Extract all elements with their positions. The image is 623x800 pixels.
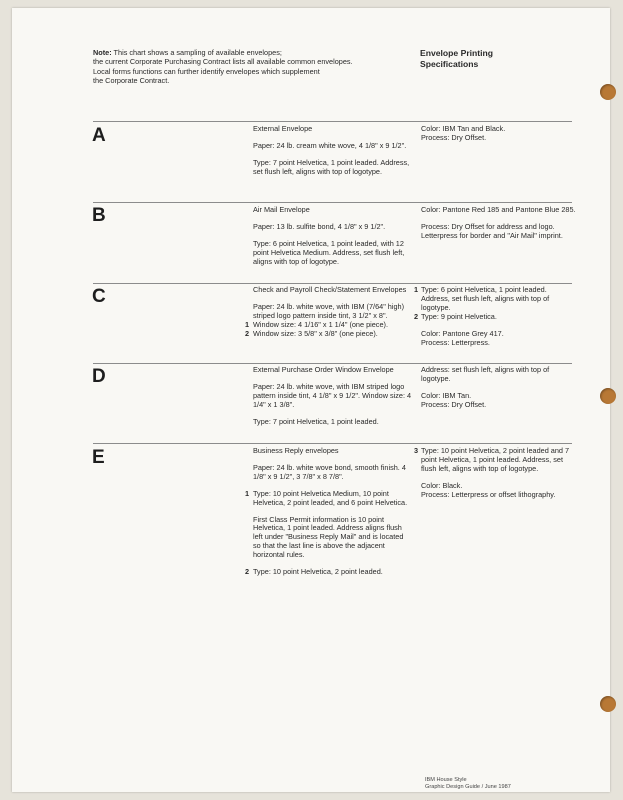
note-text: This chart shows a sampling of available envelopes; [111, 48, 282, 57]
type-spec: 1 Type: 6 point Helvetica, 1 point leaded. Address, set flush left, aligns with top of logotype. [414, 285, 550, 312]
footnote-number: 2 [245, 567, 250, 577]
type-spec: 2 Type: 9 point Helvetica. [414, 311, 497, 321]
note-label: Note: [93, 48, 112, 57]
paper-spec: Paper: 24 lb. white wove bond, smooth finish. 4 1/8" x 9 1/2", 3 7/8" x 8 7/8". [253, 462, 406, 481]
section-letter-c: C [92, 286, 106, 307]
section-e-specs [245, 446, 413, 577]
section-b-specs [253, 206, 413, 275]
color-spec: Color: Pantone Red 185 and Pantone Blue 285. [421, 205, 576, 214]
section-divider [93, 121, 572, 122]
envelope-name: External Envelope [253, 124, 313, 133]
envelope-name: Check and Payroll Check/Statement Envelopes [253, 285, 407, 294]
section-divider [93, 443, 572, 444]
paper-spec: Paper: 13 lb. sulfite bond, 4 1/8" x 9 1/2". [253, 221, 386, 231]
process-spec: Process: Dry Offset. [421, 132, 487, 142]
section-a-print [421, 125, 576, 151]
window-spec: 2 Window size: 3 5/8" x 3/8" (one piece). [245, 328, 378, 338]
footnote-number: 1 [245, 319, 250, 329]
section-a-specs [253, 125, 413, 185]
color-spec: Color: IBM Tan. [421, 390, 472, 400]
permit-spec: First Class Permit information is 10 point Helvetica, 1 point leaded. Address aligns flush left under "Business Reply Mail" and is located so that the last line is above the adjacent horizontal rules. [253, 514, 404, 560]
section-letter-a: A [92, 125, 106, 146]
process-spec: Process: Letterpress. [421, 337, 490, 347]
binder-hole [600, 388, 616, 404]
window-spec: 1 Window size: 4 1/16" x 1 1/4" (one piece). [245, 319, 388, 329]
envelope-name: Business Reply envelopes [253, 446, 339, 455]
section-b-print [421, 206, 576, 249]
type-spec: Type: 7 point Helvetica, 1 point leaded. Address, set flush left, aligns with top of logotype. [253, 157, 410, 176]
footnote-number: 1 [245, 488, 250, 498]
section-e-print [414, 446, 576, 508]
envelope-name: Air Mail Envelope [253, 205, 310, 214]
section-c-specs [245, 285, 413, 339]
section-letter-d: D [92, 366, 106, 387]
note-text: Local forms functions can further identify envelopes which supplement [93, 66, 320, 76]
footnote-number: 1 [414, 285, 419, 294]
type-spec: Type: 7 point Helvetica, 1 point leaded. [253, 416, 379, 426]
document-page [12, 8, 610, 792]
page-title: Envelope Printing Specifications [420, 48, 494, 69]
type-spec: 3 Type: 10 point Helvetica, 2 point leaded and 7 point Helvetica, 1 point leaded. Address, set flush left, aligns with top of logotype. [414, 446, 570, 473]
process-spec: Process: Dry Offset for address and logo. Letterpress for border and "Air Mail" imprint. [421, 221, 563, 240]
page-footer: IBM House Style Graphic Design Guide / June 1987 [425, 777, 511, 790]
footnote-number: 2 [245, 328, 250, 338]
color-spec: Color: Black. [421, 480, 463, 490]
color-spec: Color: IBM Tan and Black. [421, 124, 506, 133]
footnote-number: 3 [414, 446, 419, 455]
section-d-print [421, 366, 576, 418]
section-divider [93, 202, 572, 203]
paper-spec: Paper: 24 lb. white wove, with IBM (7/64" high) striped logo pattern inside tint, 3 1/2" x 8". [253, 301, 405, 320]
section-letter-e: E [92, 447, 105, 468]
type-spec: 1 Type: 10 point Helvetica Medium, 10 point Helvetica, 2 point leaded, and 6 point Helvetica. [245, 488, 408, 507]
address-spec: Address: set flush left, aligns with top of logotype. [421, 365, 550, 383]
section-d-specs [253, 366, 413, 435]
note-text: the current Corporate Purchasing Contract lists all available common envelopes. [93, 57, 353, 67]
binder-hole [600, 696, 616, 712]
envelope-name: External Purchase Order Window Envelope [253, 365, 394, 374]
process-spec: Process: Letterpress or offset lithography. [421, 489, 556, 499]
section-divider [93, 363, 572, 364]
paper-spec: Paper: 24 lb. white wove, with IBM striped logo pattern inside tint, 4 1/8" x 9 1/2". Window size: 4 1/4" x 1 3/8". [253, 381, 412, 409]
color-spec: Color: Pantone Grey 417. [421, 328, 504, 338]
section-letter-b: B [92, 205, 106, 226]
binder-hole [600, 84, 616, 100]
footnote-number: 2 [414, 311, 419, 321]
section-c-print [414, 285, 576, 355]
intro-note [93, 48, 413, 85]
section-divider [93, 283, 572, 284]
paper-spec: Paper: 24 lb. cream white wove, 4 1/8" x 9 1/2". [253, 140, 407, 150]
process-spec: Process: Dry Offset. [421, 399, 487, 409]
note-text: the Corporate Contract. [93, 75, 170, 85]
type-spec: 2 Type: 10 point Helvetica, 2 point leaded. [245, 567, 383, 577]
type-spec: Type: 6 point Helvetica, 1 point leaded, with 12 point Helvetica Medium. Address, set flush left, aligns with top of logotype. [253, 238, 405, 266]
